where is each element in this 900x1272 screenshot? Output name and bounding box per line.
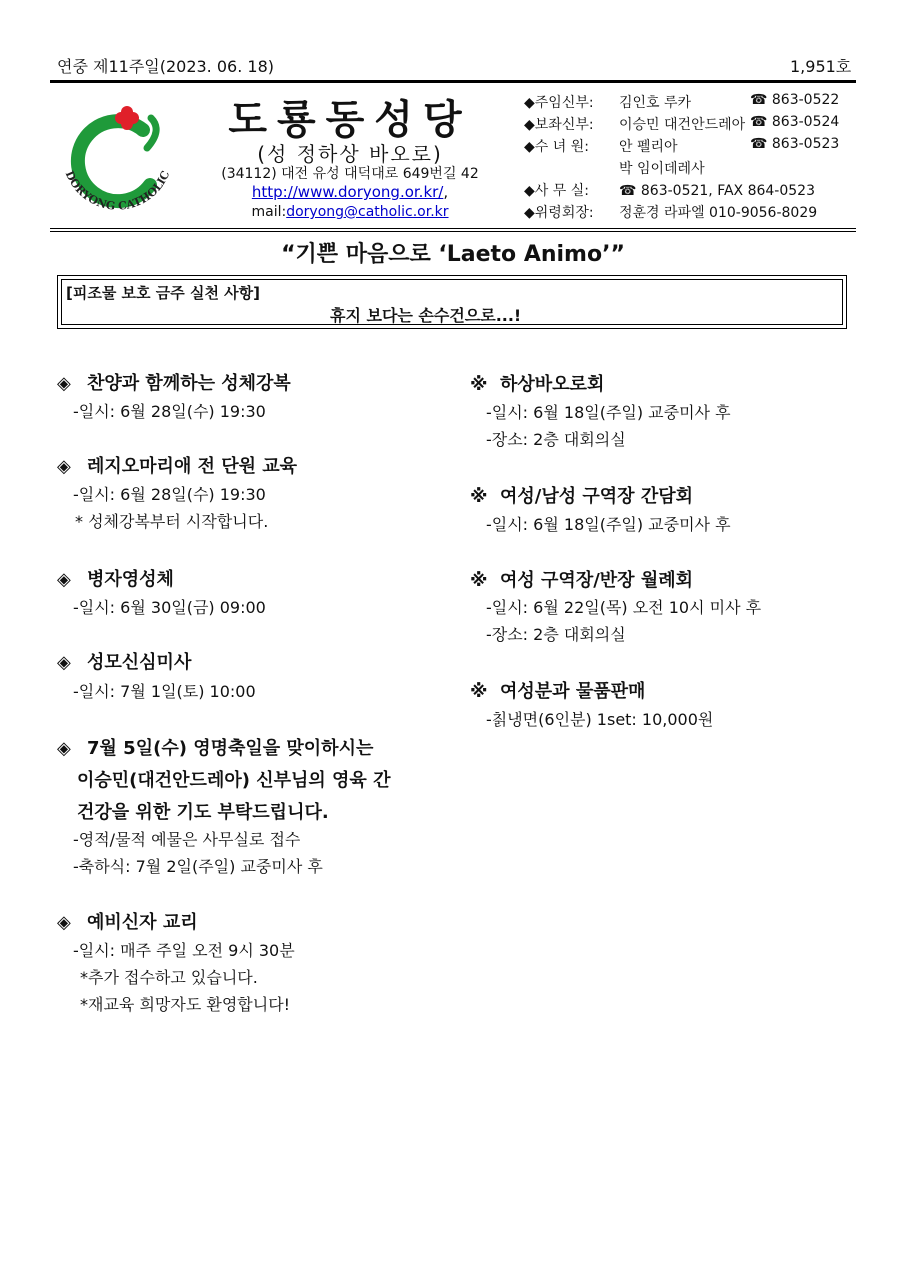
- section-heading: ◈ 찬양과 함께하는 성체강복: [57, 373, 291, 394]
- notice-label: [피조물 보호 금주 실천 사항]: [66, 284, 260, 302]
- section-heading: ◈ 예비신자 교리: [57, 912, 198, 933]
- staff-row: ◆사 무 실: ☎ 863-0521, FAX 864-0523: [524, 183, 815, 199]
- header-top-rule: [50, 80, 856, 83]
- motto: “기쁜 마음으로 ‘Laeto Animo’”: [281, 242, 625, 267]
- section-heading: ◈ 레지오마리애 전 단원 교육: [57, 456, 298, 477]
- website-link[interactable]: http://www.doryong.or.kr/: [251, 183, 444, 201]
- detail-line: -장소: 2층 대회의실: [486, 430, 626, 449]
- staff-row: ◆위령회장: 정훈경 라파엘 010-9056-8029: [524, 205, 818, 221]
- logo-graphic: [55, 100, 180, 225]
- email-line: [200, 204, 500, 220]
- section-heading: ◈ 7월 5일(수) 영명축일을 맞이하시는: [57, 738, 374, 759]
- website-line: [200, 183, 500, 201]
- detail-line: -일시: 6월 18일(주일) 교중미사 후: [486, 515, 731, 534]
- church-name: 도룡동성당: [228, 97, 472, 143]
- section-heading: ※ 여성/남성 구역장 간담회: [470, 486, 693, 507]
- section-heading: ※ 여성 구역장/반장 월례회: [470, 570, 693, 591]
- website-suffix: ,: [443, 183, 449, 201]
- section-heading: ◈ 성모신심미사: [57, 652, 192, 673]
- detail-line: -일시: 6월 30일(금) 09:00: [73, 598, 266, 617]
- detail-line: -일시: 매주 주일 오전 9시 30분: [73, 941, 295, 960]
- detail-line: -일시: 6월 28일(수) 19:30: [73, 485, 266, 504]
- section-heading-line: 이승민(대건안드레아) 신부님의 영육 간: [77, 770, 391, 791]
- header-bottom-rule: [50, 228, 856, 229]
- detail-line: -장소: 2층 대회의실: [486, 625, 626, 644]
- detail-line: -칡냉면(6인분) 1set: 10,000원: [486, 710, 714, 729]
- church-logo: [55, 100, 180, 225]
- staff-row: ◆주임신부: 김인호 루카 ☎ 863-0522: [524, 92, 840, 111]
- staff-row: 박 임이데레사: [619, 161, 705, 177]
- patron-saint: (성 정하상 바오로): [257, 142, 443, 166]
- section-heading: ※ 하상바오로회: [470, 374, 605, 395]
- section-heading: ◈ 병자영성체: [57, 569, 174, 590]
- staff-row: ◆보좌신부: 이승민 대건안드레아 ☎ 863-0524: [524, 114, 840, 133]
- detail-line: * 성체강복부터 시작합니다.: [75, 512, 269, 531]
- logo-text: DORYONG CATHOLIC: [62, 168, 173, 213]
- issue-number: 1,951호: [790, 57, 852, 76]
- header-bottom-rule-2: [50, 231, 856, 232]
- section-heading-line: 건강을 위한 기도 부탁드립니다.: [77, 802, 329, 823]
- mail-label: mail:: [251, 204, 287, 220]
- detail-line: -일시: 7월 1일(토) 10:00: [73, 682, 256, 701]
- detail-line: -영적/물적 예물은 사무실로 접수: [73, 830, 301, 849]
- notice-text: 휴지 보다는 손수건으로...!: [330, 306, 522, 325]
- section-heading: ※ 여성분과 물품판매: [470, 681, 646, 702]
- detail-line: *재교육 희망자도 환영합니다!: [80, 995, 291, 1014]
- staff-row: ◆수 녀 원: 안 펠리아 ☎ 863-0523: [524, 136, 840, 155]
- detail-line: -일시: 6월 18일(주일) 교중미사 후: [486, 403, 731, 422]
- church-address: (34112) 대전 유성 대덕대로 649번길 42: [221, 166, 479, 182]
- week-info: 연중 제11주일(2023. 06. 18): [57, 57, 274, 76]
- detail-line: -일시: 6월 28일(수) 19:30: [73, 402, 266, 421]
- detail-line: -일시: 6월 22일(목) 오전 10시 미사 후: [486, 598, 762, 617]
- detail-line: *추가 접수하고 있습니다.: [80, 968, 258, 987]
- email-link[interactable]: doryong@catholic.or.kr: [286, 204, 449, 220]
- detail-line: -축하식: 7월 2일(주일) 교중미사 후: [73, 857, 323, 876]
